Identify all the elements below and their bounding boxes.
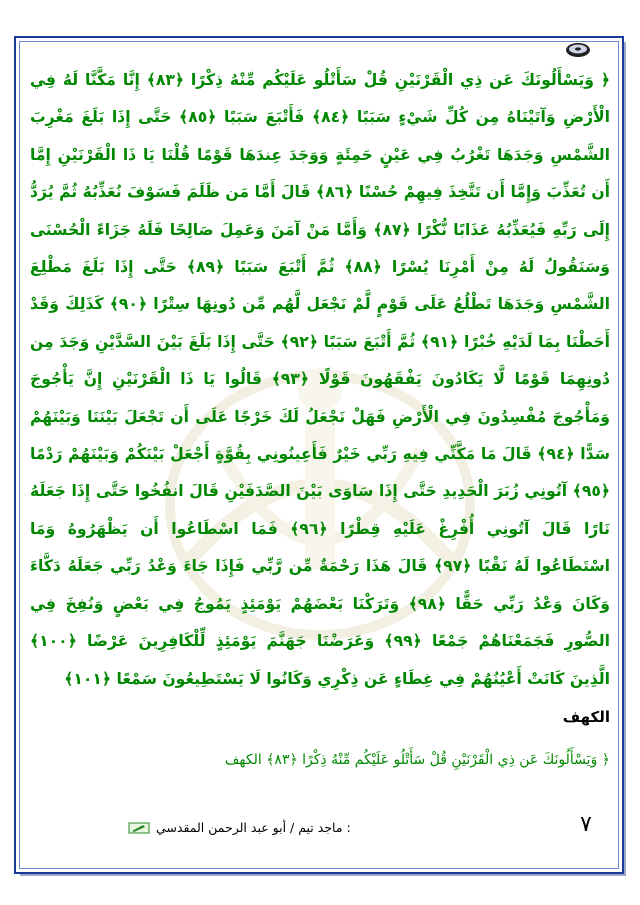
verse-reference: ﴿ وَيَسْأَلُونَكَ عَن ذِي الْقَرْنَيْنِ قُلْ سَأَتْلُو عَلَيْكُم مِّنْهُ ذِكْرًا ﴿٨٣﴾ الكهف bbox=[224, 752, 610, 768]
surah-title: الكهف bbox=[562, 708, 610, 726]
quran-verses-text: ﴿ وَيَسْأَلُونَكَ عَن ذِي الْقَرْنَيْنِ قُلْ سَأَتْلُو عَلَيْكُم مِّنْهُ ذِكْرًا ﴿٨٣﴾ إِنَّا مَكَّنَّا لَهُ فِي الْأَرْضِ وَآتَيْنَاهُ مِن كُلِّ شَيْءٍ سَبَبًا ﴿٨٤﴾ فَأَتْبَعَ سَبَبًا ﴿٨٥﴾ حَتَّى إِذَا بَلَغَ مَغْرِبَ الشَّمْسِ وَجَدَهَا تَغْرُبُ فِي عَيْنٍ حَمِئَةٍ وَوَجَدَ عِندَهَا قَوْمًا قُلْنَا يَا ذَا الْقَرْنَيْنِ إِمَّا أَن تُعَذِّبَ وَإِمَّا أَن تَتَّخِذَ فِيهِمْ حُسْنًا ﴿٨٦﴾ قَالَ أَمَّا مَن ظَلَمَ فَسَوْفَ نُعَذِّبُهُ ثُمَّ يُرَدُّ إِلَى رَبِّهِ فَيُعَذِّبُهُ عَذَابًا نُّكْرًا ﴿٨٧﴾ وَأَمَّا مَنْ آمَنَ وَعَمِلَ صَالِحًا فَلَهُ جَزَاءً الْحُسْنَى وَسَنَقُولُ لَهُ مِنْ أَمْرِنَا يُسْرًا ﴿٨٨﴾ ثُمَّ أَتْبَعَ سَبَبًا ﴿٨٩﴾ حَتَّى إِذَا بَلَغَ مَطْلِعَ الشَّمْسِ وَجَدَهَا تَطْلُعُ عَلَى قَوْمٍ لَّمْ نَجْعَل لَّهُم مِّن دُونِهَا سِتْرًا ﴿٩٠﴾ كَذَلِكَ وَقَدْ أَحَطْنَا بِمَا لَدَيْهِ خُبْرًا ﴿٩١﴾ ثُمَّ أَتْبَعَ سَبَبًا ﴿٩٢﴾ حَتَّى إِذَا بَلَغَ بَيْنَ السَّدَّيْنِ وَجَدَ مِن دُونِهِمَا قَوْمًا لَّا يَكَادُونَ يَفْقَهُونَ قَوْلًا ﴿٩٣﴾ قَالُوا يَا ذَا الْقَرْنَيْنِ إِنَّ يَأْجُوجَ وَمَأْجُوجَ مُفْسِدُونَ فِي الْأَرْضِ فَهَلْ نَجْعَلُ لَكَ خَرْجًا عَلَى أَن تَجْعَلَ بَيْنَنَا وَبَيْنَهُمْ سَدًّا ﴿٩٤﴾ قَالَ مَا مَكَّنِّي فِيهِ رَبِّي خَيْرٌ فَأَعِينُونِي بِقُوَّةٍ أَجْعَلْ بَيْنَكُمْ وَبَيْنَهُمْ رَدْمًا ﴿٩٥﴾ آتُونِي زُبَرَ الْحَدِيدِ حَتَّى إِذَا سَاوَى بَيْنَ الصَّدَفَيْنِ قَالَ انفُخُوا حَتَّى إِذَا جَعَلَهُ نَارًا قَالَ آتُونِي أُفْرِغْ عَلَيْهِ قِطْرًا ﴿٩٦﴾ فَمَا اسْطَاعُوا أَن يَظْهَرُوهُ وَمَا اسْتَطَاعُوا لَهُ نَقْبًا ﴿٩٧﴾ قَالَ هَذَا رَحْمَةٌ مِّن رَّبِّي فَإِذَا جَاءَ وَعْدُ رَبِّي جَعَلَهُ دَكَّاءَ وَكَانَ وَعْدُ رَبِّي حَقًّا ﴿٩٨﴾ وَتَرَكْنَا بَعْضَهُمْ يَوْمَئِذٍ يَمُوجُ فِي بَعْضٍ وَنُفِخَ فِي الصُّورِ فَجَمَعْنَاهُمْ جَمْعًا ﴿٩٩﴾ وَعَرَضْنَا جَهَنَّمَ يَوْمَئِذٍ لِّلْكَافِرِينَ عَرْضًا ﴿١٠٠﴾ الَّذِينَ كَانَتْ أَعْيُنُهُمْ فِي غِطَاءٍ عَن ذِكْرِي وَكَانُوا لَا يَسْتَطِيعُونَ سَمْعًا ﴿١٠١﴾ bbox=[30, 71, 611, 688]
disc-logo-icon bbox=[565, 42, 591, 58]
page-number: ٧ bbox=[580, 812, 592, 837]
footer-author: : ماجد تيم / أبو عبد الرحمن المقدسي bbox=[156, 820, 351, 835]
footer-author-line bbox=[128, 820, 351, 835]
pen-icon bbox=[128, 822, 150, 834]
